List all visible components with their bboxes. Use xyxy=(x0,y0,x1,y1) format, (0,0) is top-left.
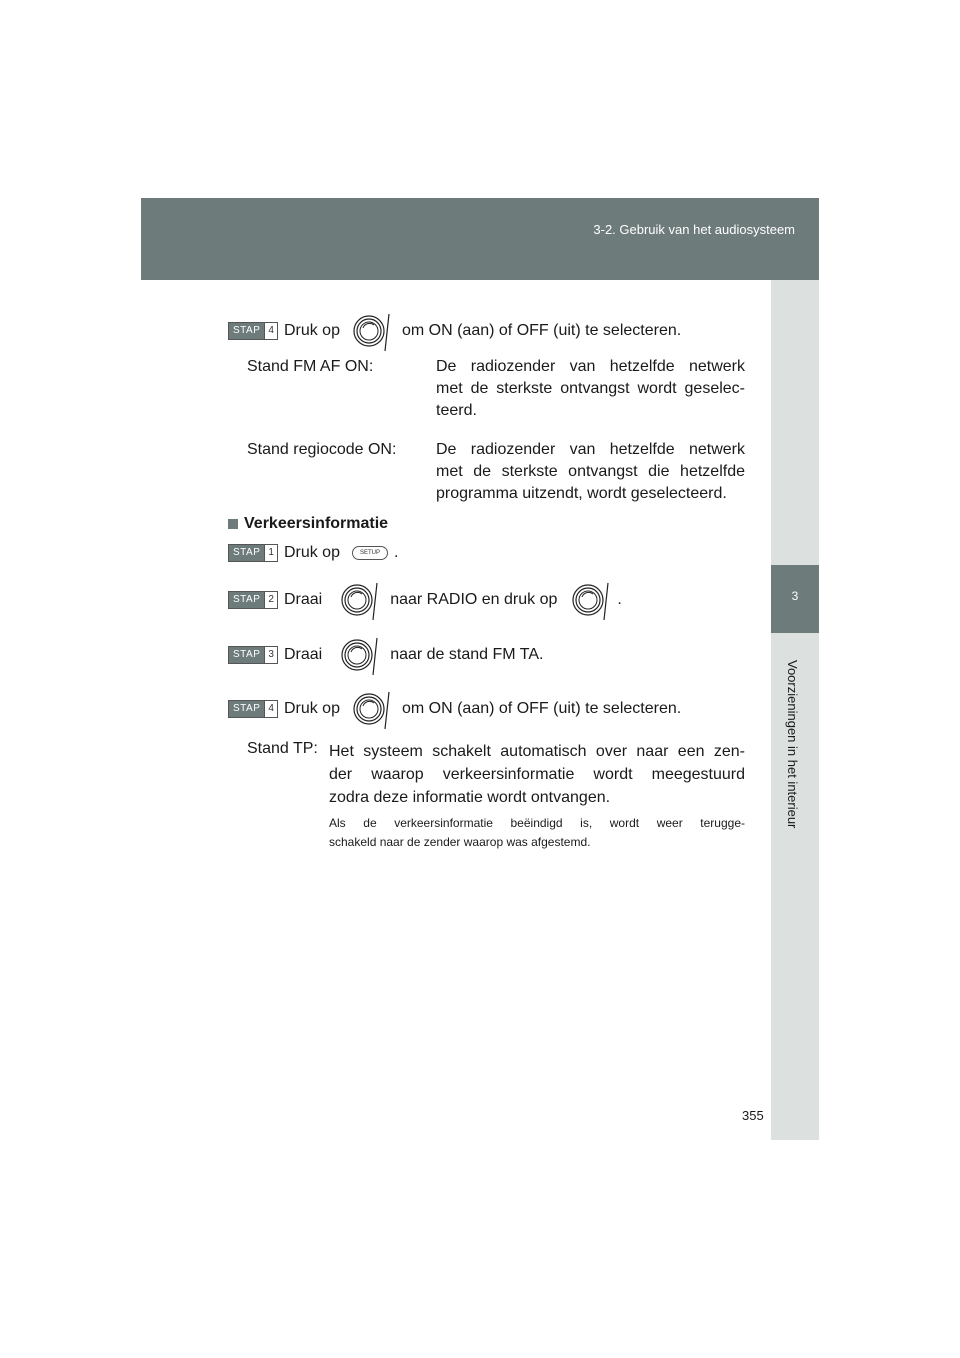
step-text: . xyxy=(617,591,622,608)
chapter-tab xyxy=(771,565,819,633)
setup-button-icon: SETUP xyxy=(352,546,388,560)
knob-icon xyxy=(352,689,392,729)
step-row-3 xyxy=(228,635,543,675)
knob-icon xyxy=(571,580,611,620)
step-row-4 xyxy=(228,689,681,729)
section-heading: Verkeersinformatie xyxy=(228,515,388,533)
step-text: naar RADIO en druk op xyxy=(390,591,558,608)
chapter-title-vertical xyxy=(785,660,805,840)
knob-icon xyxy=(340,580,380,620)
stap-badge: STAP 3 xyxy=(228,646,278,664)
step-text: Druk op xyxy=(283,544,340,561)
step-text: Draai xyxy=(283,591,323,608)
definition-label: Stand FM AF ON: xyxy=(247,358,374,375)
definition-body: De radiozender van hetzelfde netwerk met de sterkste ontvangst wordt geselec- teerd. xyxy=(436,358,745,419)
chapter-number: 3 xyxy=(791,589,799,603)
step-text: om ON (aan) of OFF (uit) te selecteren. xyxy=(401,322,682,339)
step-text: om ON (aan) of OFF (uit) te selecteren. xyxy=(401,700,682,717)
tp-label: Stand TP: xyxy=(247,740,318,757)
step-text: . xyxy=(393,544,399,561)
knob-icon xyxy=(340,635,380,675)
step-text: Druk op xyxy=(283,700,340,717)
step-text: Druk op xyxy=(283,322,340,339)
stap-badge: STAP 2 xyxy=(228,591,278,609)
tp-body: Het systeem schakelt automatisch over naar een zen- der waarop verkeersinformatie wordt meegestuurd zodra deze informatie wordt ontvangen. xyxy=(329,743,745,806)
stap-badge: STAP 1 xyxy=(228,544,278,562)
stap-badge: STAP 4 xyxy=(228,700,278,718)
step-row-2 xyxy=(228,580,622,620)
definition-label: Stand regiocode ON: xyxy=(247,441,397,458)
definition-body: De radiozender van hetzelfde netwerk met de sterkste ontvangst die hetzelfde programma uitzendt, wordt geselecteerd. xyxy=(436,441,745,502)
header-bar xyxy=(141,198,819,280)
stap-badge: STAP 4 xyxy=(228,322,278,340)
chapter-title: Voorzieningen in het interieur xyxy=(785,660,800,829)
page-number: 355 xyxy=(742,1108,764,1123)
step-row-1 xyxy=(228,533,398,573)
tp-note: Als de verkeersinformatie beëindigd is, wordt weer terugge- schakeld naar de zender waarop was afgestemd. xyxy=(329,816,745,849)
section-title-header: 3-2. Gebruik van het audiosysteem xyxy=(593,222,795,237)
step-row-top-4 xyxy=(228,311,681,351)
knob-icon xyxy=(352,311,392,351)
step-text: Draai xyxy=(283,646,323,663)
step-text: naar de stand FM TA. xyxy=(390,646,544,663)
square-bullet-icon xyxy=(228,519,238,529)
